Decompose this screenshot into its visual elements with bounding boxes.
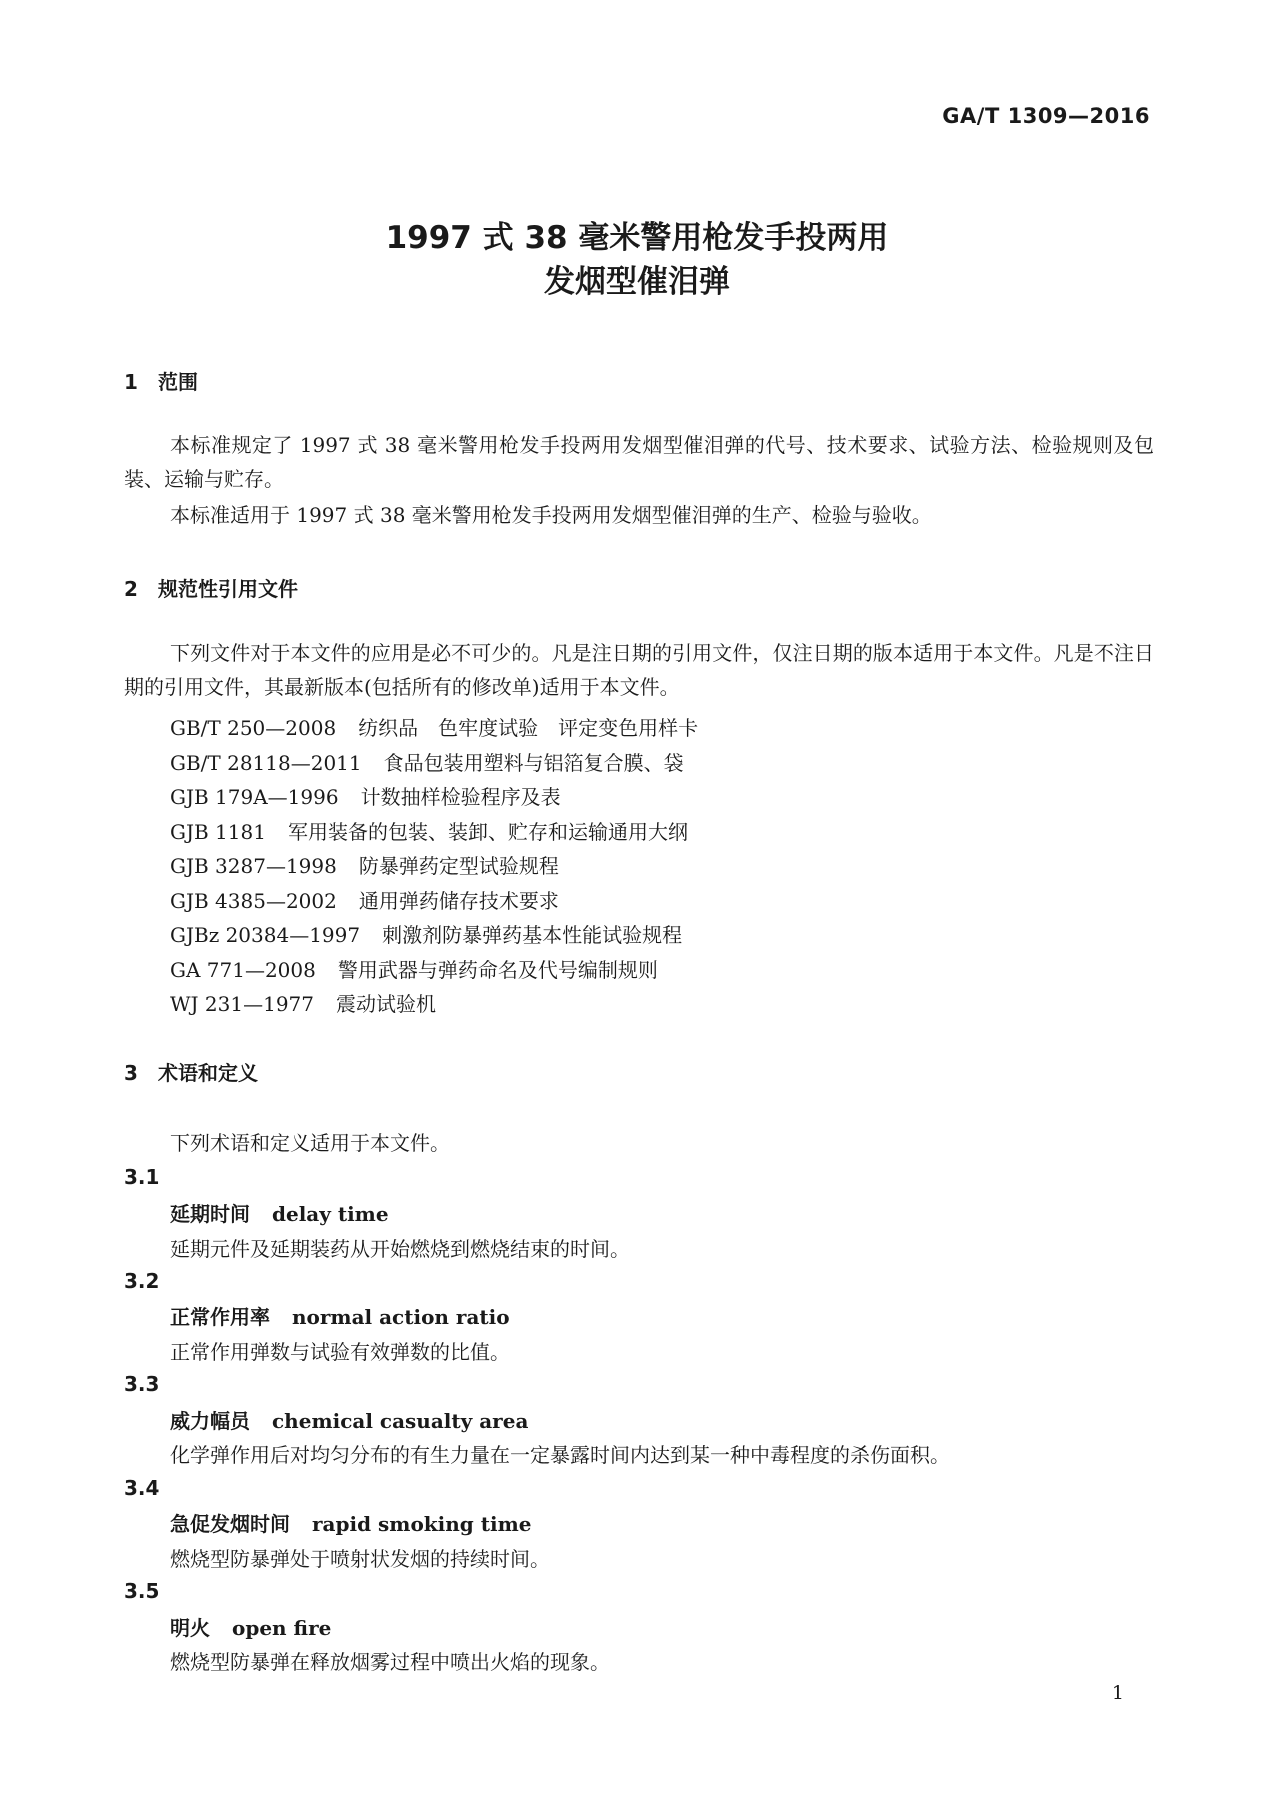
section-number: 1 — [124, 370, 138, 394]
section-number: 3 — [124, 1061, 138, 1085]
reference-code: GA 771—2008 — [170, 958, 316, 982]
page-number: 1 — [1111, 1682, 1124, 1704]
reference-item — [170, 954, 658, 983]
reference-title: 食品包装用塑料与铝箔复合膜、袋 — [383, 751, 684, 775]
term-number: 3.1 — [124, 1165, 160, 1189]
term-definition: 燃烧型防暴弹处于喷射状发烟的持续时间。 — [170, 1547, 550, 1571]
reference-code: GB/T 28118—2011 — [170, 751, 362, 775]
section-number: 2 — [124, 577, 138, 601]
reference-title: 刺激剂防暴弹药基本性能试验规程 — [382, 923, 683, 947]
term-definition: 延期元件及延期装药从开始燃烧到燃烧结束的时间。 — [170, 1237, 630, 1261]
reference-title: 震动试验机 — [336, 992, 437, 1016]
term-name — [170, 1508, 531, 1537]
section-title: 范围 — [158, 370, 198, 394]
reference-item — [170, 747, 684, 776]
term-name — [170, 1198, 389, 1227]
reference-title: 纺织品 色牢度试验 评定变色用样卡 — [358, 716, 699, 740]
term-name-en: delay time — [272, 1202, 389, 1226]
term-number: 3.4 — [124, 1476, 160, 1500]
section-title: 规范性引用文件 — [158, 577, 298, 601]
term-definition: 正常作用弹数与试验有效弹数的比值。 — [170, 1340, 510, 1364]
term-number: 3.2 — [124, 1269, 160, 1293]
section-title: 术语和定义 — [158, 1061, 258, 1085]
term-name-zh: 急促发烟时间 — [170, 1512, 290, 1536]
reference-code: GJBz 20384—1997 — [170, 923, 361, 947]
section-1-paragraph-1: 本标准规定了 1997 式 38 毫米警用枪发手投两用发烟型催泪弹的代号、技术要求、试验方法、检验规则及包装、运输与贮存。 — [124, 433, 1154, 491]
reference-item — [170, 712, 698, 741]
reference-item — [170, 885, 559, 914]
term-name-en: open fire — [232, 1616, 332, 1640]
term-definition: 燃烧型防暴弹在释放烟雾过程中喷出火焰的现象。 — [170, 1650, 610, 1674]
term-name — [170, 1612, 331, 1641]
reference-title: 军用装备的包装、装卸、贮存和运输通用大纲 — [287, 820, 688, 844]
section-2-intro: 下列文件对于本文件的应用是必不可少的。凡是注日期的引用文件，仅注日期的版本适用于本文件。凡是不注日期的引用文件，其最新版本(包括所有的修改单)适用于本文件。 — [124, 641, 1154, 699]
term-name-zh: 威力幅员 — [170, 1409, 250, 1433]
reference-code: GJB 3287—1998 — [170, 854, 337, 878]
term-number: 3.5 — [124, 1579, 160, 1603]
section-1-heading — [124, 366, 198, 395]
section-3-heading — [124, 1057, 258, 1086]
reference-code: GJB 1181 — [170, 820, 266, 844]
term-name-zh: 延期时间 — [170, 1202, 250, 1226]
reference-title: 计数抽样检验程序及表 — [360, 785, 561, 809]
reference-title: 通用弹药储存技术要求 — [358, 889, 559, 913]
term-definition: 化学弹作用后对均匀分布的有生力量在一定暴露时间内达到某一种中毒程度的杀伤面积。 — [170, 1443, 950, 1467]
term-number: 3.3 — [124, 1372, 160, 1396]
term-name-en: rapid smoking time — [312, 1512, 532, 1536]
section-2-heading — [124, 573, 298, 602]
reference-item — [170, 988, 436, 1017]
reference-title: 警用武器与弹药命名及代号编制规则 — [337, 958, 658, 982]
document-title-line-1: 1997 式 38 毫米警用枪发手投两用 — [385, 220, 889, 256]
reference-code: GB/T 250—2008 — [170, 716, 337, 740]
reference-code: WJ 231—1977 — [170, 992, 315, 1016]
term-name — [170, 1405, 528, 1434]
reference-code: GJB 179A—1996 — [170, 785, 339, 809]
reference-code: GJB 4385—2002 — [170, 889, 337, 913]
term-name — [170, 1301, 510, 1330]
reference-item — [170, 781, 561, 810]
term-name-en: chemical casualty area — [272, 1409, 529, 1433]
term-name-zh: 正常作用率 — [170, 1305, 270, 1329]
reference-item — [170, 919, 682, 948]
reference-item — [170, 816, 688, 845]
reference-title: 防暴弹药定型试验规程 — [358, 854, 559, 878]
term-name-zh: 明火 — [170, 1616, 210, 1640]
document-title-line-2: 发烟型催泪弹 — [544, 264, 730, 300]
section-1-paragraph-2: 本标准适用于 1997 式 38 毫米警用枪发手投两用发烟型催泪弹的生产、检验与验收。 — [170, 503, 932, 527]
section-3-intro: 下列术语和定义适用于本文件。 — [170, 1131, 450, 1155]
term-name-en: normal action ratio — [292, 1305, 510, 1329]
standard-code: GA/T 1309—2016 — [942, 104, 1150, 128]
reference-item — [170, 850, 559, 879]
